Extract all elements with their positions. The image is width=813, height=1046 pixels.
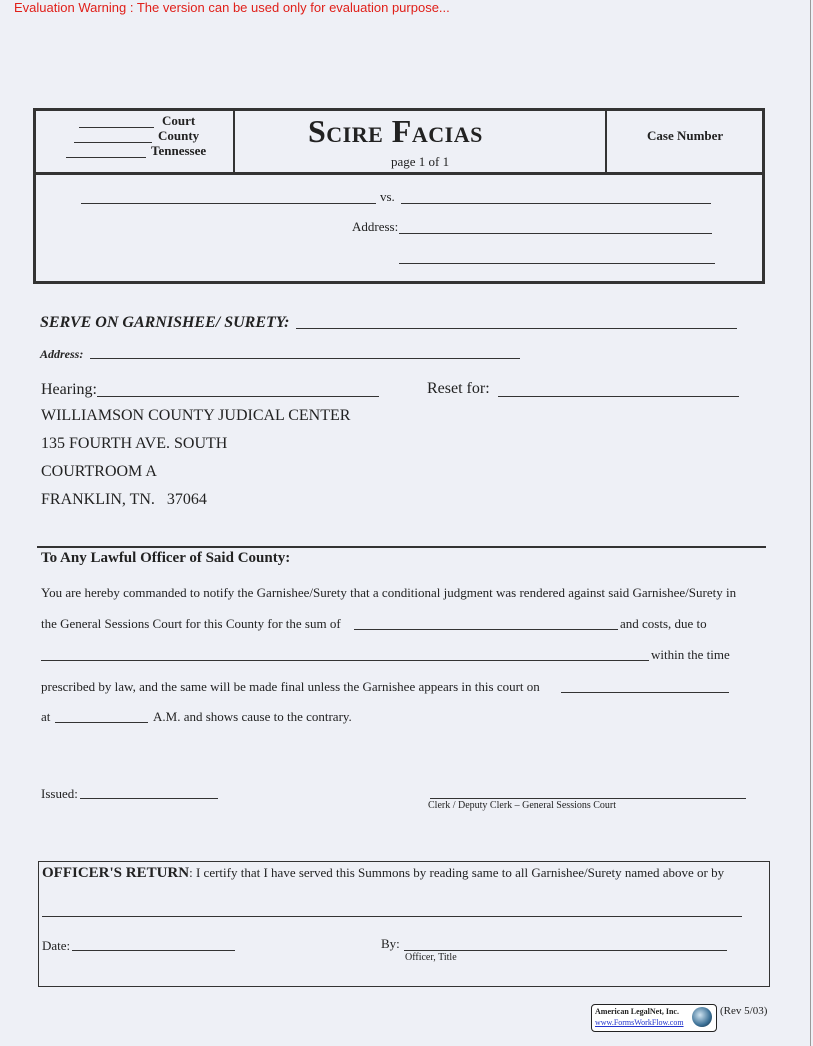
- address-field[interactable]: [399, 233, 712, 234]
- hearing-field[interactable]: [97, 396, 379, 397]
- reset-label: Reset for:: [427, 380, 490, 397]
- divider: [233, 111, 235, 173]
- location-line: WILLIAMSON COUNTY JUDICAL CENTER: [41, 407, 351, 424]
- state-label: Tennessee: [151, 143, 207, 158]
- officers-return-heading: OFFICER'S RETURN: [42, 865, 190, 881]
- officers-return-text: : I certify that I have served this Summons by reading same to all Garnishee/Surety named above or by: [189, 865, 725, 880]
- officer-title-label: Officer, Title: [405, 952, 457, 963]
- order-heading: To Any Lawful Officer of Said County:: [41, 550, 291, 566]
- order-text: and costs, due to: [620, 616, 707, 631]
- garnishee-address-field[interactable]: [90, 358, 520, 359]
- divider: [36, 172, 762, 175]
- clerk-label: Clerk / Deputy Clerk – General Sessions Court: [428, 800, 617, 811]
- court-label: Court: [162, 113, 196, 128]
- vs-label: vs.: [380, 189, 395, 204]
- clerk-signature-field[interactable]: [430, 798, 746, 799]
- defendant-field[interactable]: [401, 203, 711, 204]
- logo-url[interactable]: www.FormsWorkFlow.com: [595, 1018, 684, 1027]
- serve-label: SERVE ON GARNISHEE/ SURETY:: [40, 314, 290, 331]
- officers-return-box: [38, 861, 770, 987]
- divider: [605, 111, 607, 173]
- hearing-label: Hearing:: [41, 381, 97, 398]
- state-field[interactable]: [66, 157, 146, 158]
- court-field[interactable]: [79, 127, 154, 128]
- order-text: You are hereby commanded to notify the Garnishee/Surety that a conditional judgment was rendered against said Garnishee/Surety in: [41, 585, 737, 600]
- american-legalnet-logo: [591, 1004, 717, 1032]
- serve-address-label: Address:: [40, 347, 84, 361]
- time-field[interactable]: [55, 722, 148, 723]
- by-label: By:: [381, 936, 400, 951]
- order-text: within the time: [651, 647, 730, 662]
- due-to-field[interactable]: [41, 660, 649, 661]
- county-label: County: [158, 128, 200, 143]
- address-label: Address:: [352, 219, 399, 234]
- page-edge: [810, 0, 811, 1046]
- logo-name: American LegalNet, Inc.: [595, 1007, 679, 1016]
- address-field-2[interactable]: [399, 263, 715, 264]
- plaintiff-field[interactable]: [81, 203, 376, 204]
- page-title: Scire Facias: [308, 113, 483, 149]
- revision-label: (Rev 5/03): [720, 1005, 768, 1017]
- issued-label: Issued:: [41, 786, 78, 801]
- appearance-date-field[interactable]: [561, 692, 729, 693]
- date-label: Date:: [42, 938, 71, 953]
- county-field[interactable]: [74, 142, 152, 143]
- globe-icon: [692, 1007, 712, 1027]
- order-text: A.M. and shows cause to the contrary.: [153, 709, 352, 724]
- date-field[interactable]: [72, 950, 235, 951]
- location-line: 135 FOURTH AVE. SOUTH: [41, 435, 228, 452]
- case-number-label: Case Number: [647, 128, 724, 143]
- reset-field[interactable]: [498, 396, 739, 397]
- page-number: page 1 of 1: [391, 154, 450, 169]
- officer-signature-field[interactable]: [404, 950, 727, 951]
- location-line: FRANKLIN, TN. 37064: [41, 491, 207, 508]
- section-divider: [37, 546, 766, 548]
- return-details-field[interactable]: [42, 916, 742, 917]
- order-text: prescribed by law, and the same will be made final unless the Garnishee appears in this court on: [41, 679, 540, 694]
- header-box: [33, 108, 765, 284]
- location-line: COURTROOM A: [41, 463, 157, 480]
- evaluation-warning: Evaluation Warning : The version can be used only for evaluation purpose...: [14, 0, 450, 15]
- order-text: at: [41, 709, 51, 724]
- order-text: the General Sessions Court for this County for the sum of: [41, 616, 341, 631]
- sum-field[interactable]: [354, 629, 618, 630]
- issued-field[interactable]: [80, 798, 218, 799]
- garnishee-field[interactable]: [296, 328, 737, 329]
